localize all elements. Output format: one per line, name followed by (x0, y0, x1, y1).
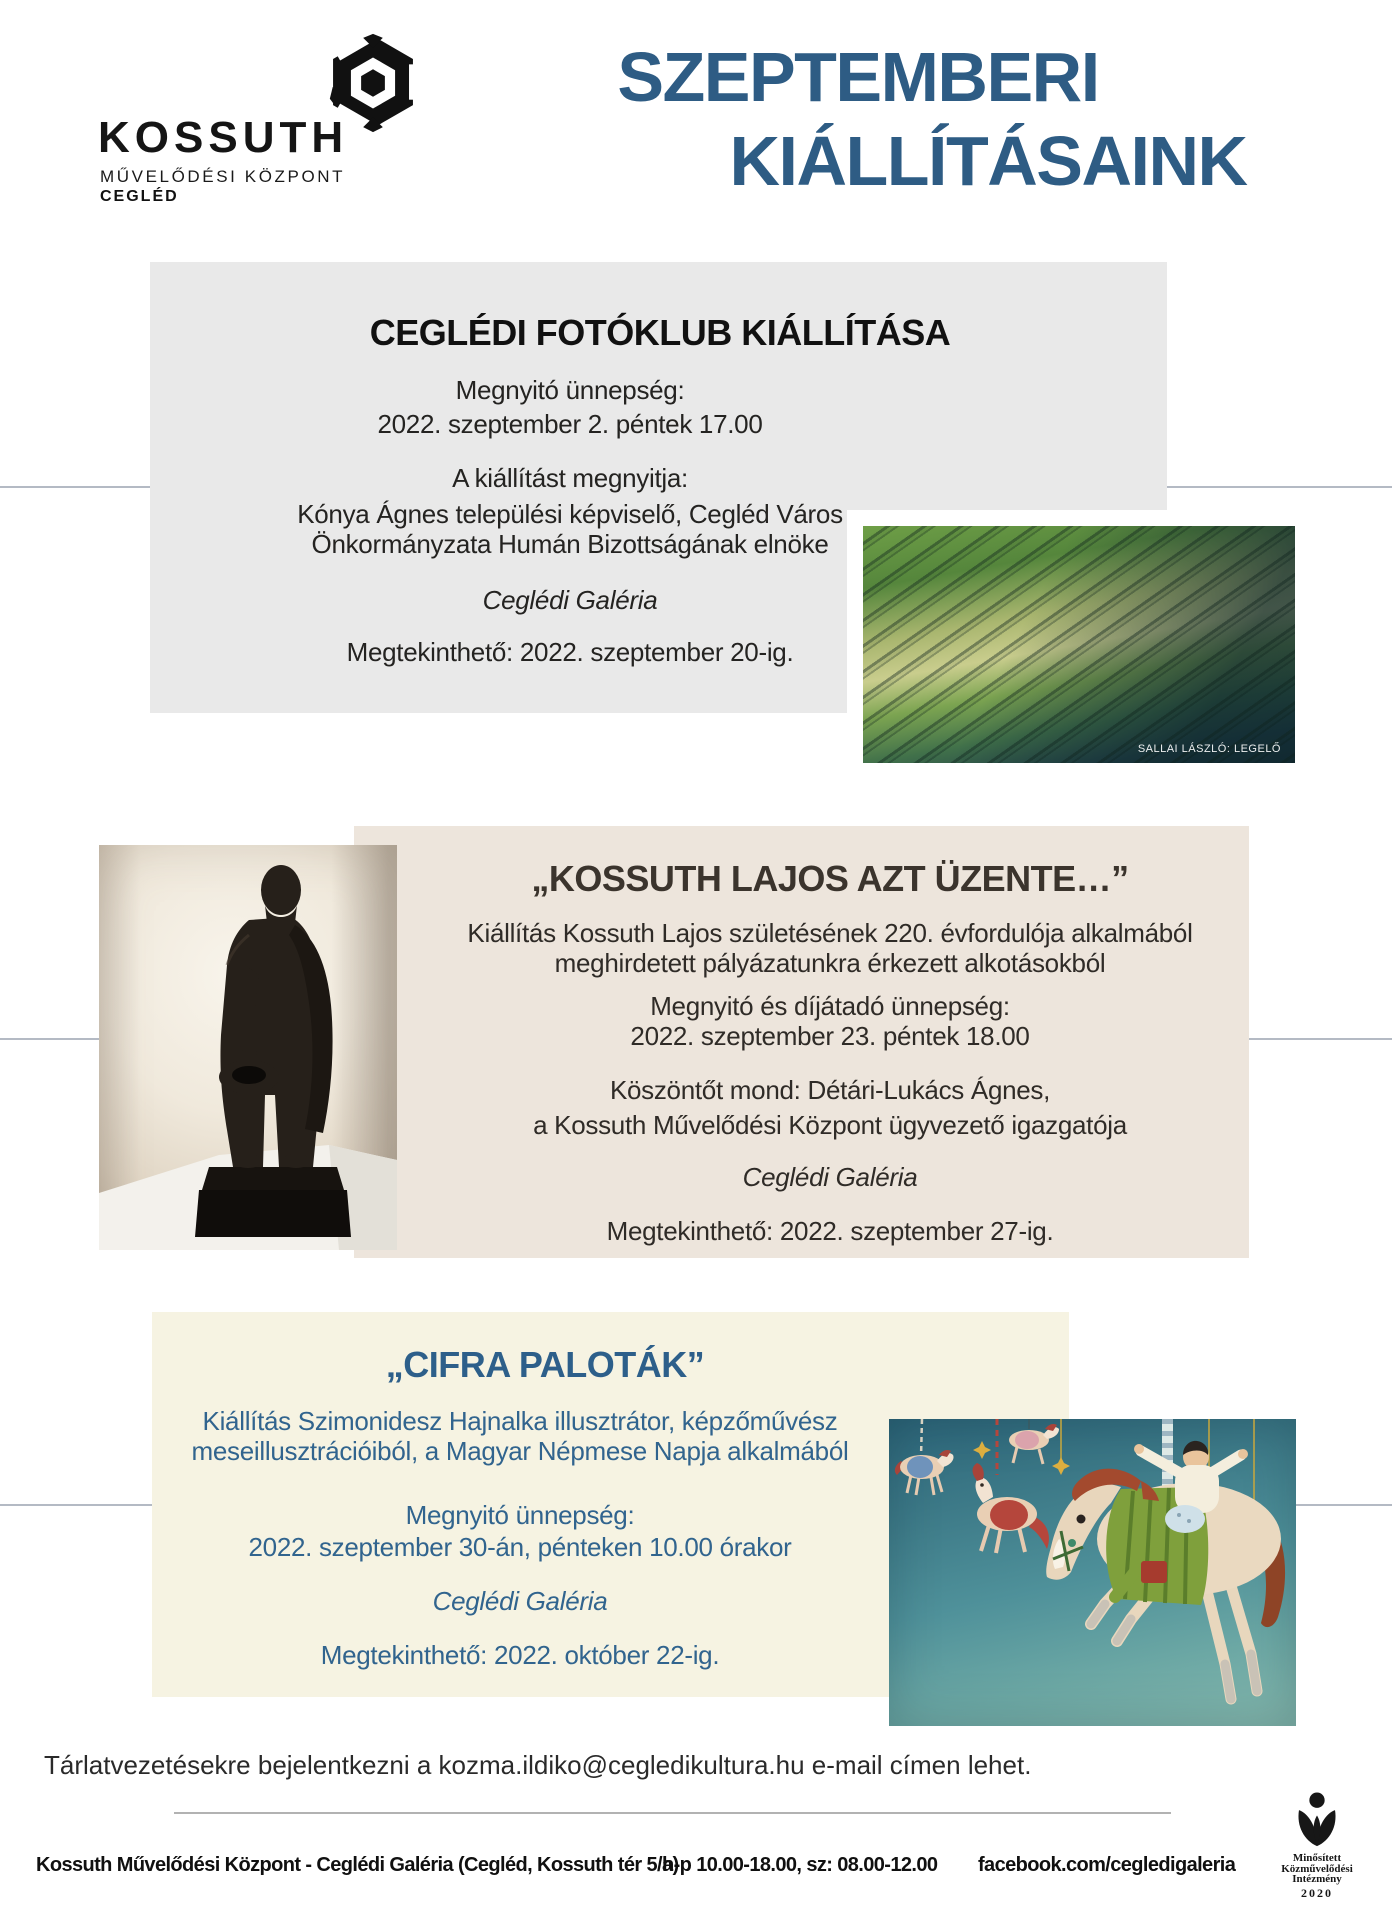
section2-venue: Ceglédi Galéria (742, 1162, 918, 1192)
section2-line: Köszöntőt mond: Détári-Lukács Ágnes, (609, 1075, 1051, 1105)
carousel-horses-illustration (889, 1419, 1296, 1726)
section2-line: 2022. szeptember 23. péntek 18.00 (630, 1021, 1030, 1051)
contact-info: Tárlatvezetésekre bejelentkezni a kozma.ildiko@cegledikultura.hu e-mail címen lehet. (44, 1750, 1032, 1780)
section1-title: CEGLÉDI FOTÓKLUB KIÁLLÍTÁSA (369, 312, 951, 353)
footer-address: Kossuth Művelődési Központ - Ceglédi Galéria (Cegléd, Kossuth tér 5/a) (36, 1854, 679, 1876)
logo-subtitle: MŰVELŐDÉSI KÖZPONT (100, 167, 346, 186)
badge-line: Intézmény (1292, 1873, 1342, 1885)
section2-line: Kiállítás Kossuth Lajos születésének 220. évfordulója alkalmából (467, 918, 1193, 948)
poster-title-line2: KIÁLLÍTÁSAINK (729, 122, 1247, 200)
badge-line: Minősített (1292, 1852, 1342, 1864)
badge-line: Közművelődési (1281, 1862, 1353, 1875)
hexagon-logo-icon (320, 33, 426, 138)
section1-line: Önkormányzata Humán Bizottságának elnöke (311, 529, 829, 559)
poster-title-line1: SZEPTEMBERI (617, 38, 1099, 116)
logo-city: CEGLÉD (100, 188, 179, 205)
section3-title: „CIFRA PALOTÁK” (385, 1344, 705, 1385)
green-field-photo (863, 526, 1295, 763)
section2-line: Megtekinthető: 2022. szeptember 27-ig. (606, 1216, 1054, 1246)
logo-wordmark: KOSSUTH (98, 113, 349, 162)
section3-line: Megtekinthető: 2022. október 22-ig. (320, 1640, 720, 1670)
section1-venue: Ceglédi Galéria (482, 585, 658, 615)
footer-facebook-link: facebook.com/cegledigaleria (978, 1854, 1236, 1876)
section3-line: 2022. szeptember 30-án, pénteken 10.00 órakor (248, 1532, 792, 1562)
section3-line: Megnyitó ünnepség: (405, 1500, 635, 1530)
section1-line: Megnyitó ünnepség: (455, 375, 685, 405)
section1-line: Megtekinthető: 2022. szeptember 20-ig. (346, 637, 794, 667)
badge-year: 2020 (1301, 1885, 1333, 1900)
tulip-badge-icon (1290, 1792, 1344, 1848)
footer-hours: h-p 10.00-18.00, sz: 08.00-12.00 (662, 1854, 938, 1876)
field-photo-frame (847, 510, 1311, 779)
photo-caption: SALLAI LÁSZLÓ: LEGELŐ (1137, 743, 1281, 755)
section2-title: „KOSSUTH LAJOS AZT ÜZENTE…” (531, 858, 1129, 899)
section2-line: Megnyitó és díjátadó ünnepség: (650, 991, 1010, 1021)
section2-line: a Kossuth Művelődési Központ ügyvezető igazgatója (533, 1110, 1127, 1140)
section2-line: meghirdetett pályázatunkra érkezett alkotásokból (554, 948, 1106, 978)
kossuth-statue-photo (99, 845, 397, 1250)
section1-line: 2022. szeptember 2. péntek 17.00 (377, 409, 763, 439)
section3-line: Kiállítás Szimonidesz Hajnalka illusztrátor, képzőművész (202, 1406, 838, 1436)
section1-line: Kónya Ágnes települési képviselő, Cegléd Város (297, 499, 843, 529)
section3-line: meseillusztrációiból, a Magyar Népmese Napja alkalmából (191, 1436, 849, 1466)
section3-venue: Ceglédi Galéria (432, 1586, 608, 1616)
section1-line: A kiállítást megnyitja: (452, 463, 688, 493)
footer-divider (174, 1812, 1171, 1814)
qualified-institution-badge (1278, 1792, 1356, 1901)
